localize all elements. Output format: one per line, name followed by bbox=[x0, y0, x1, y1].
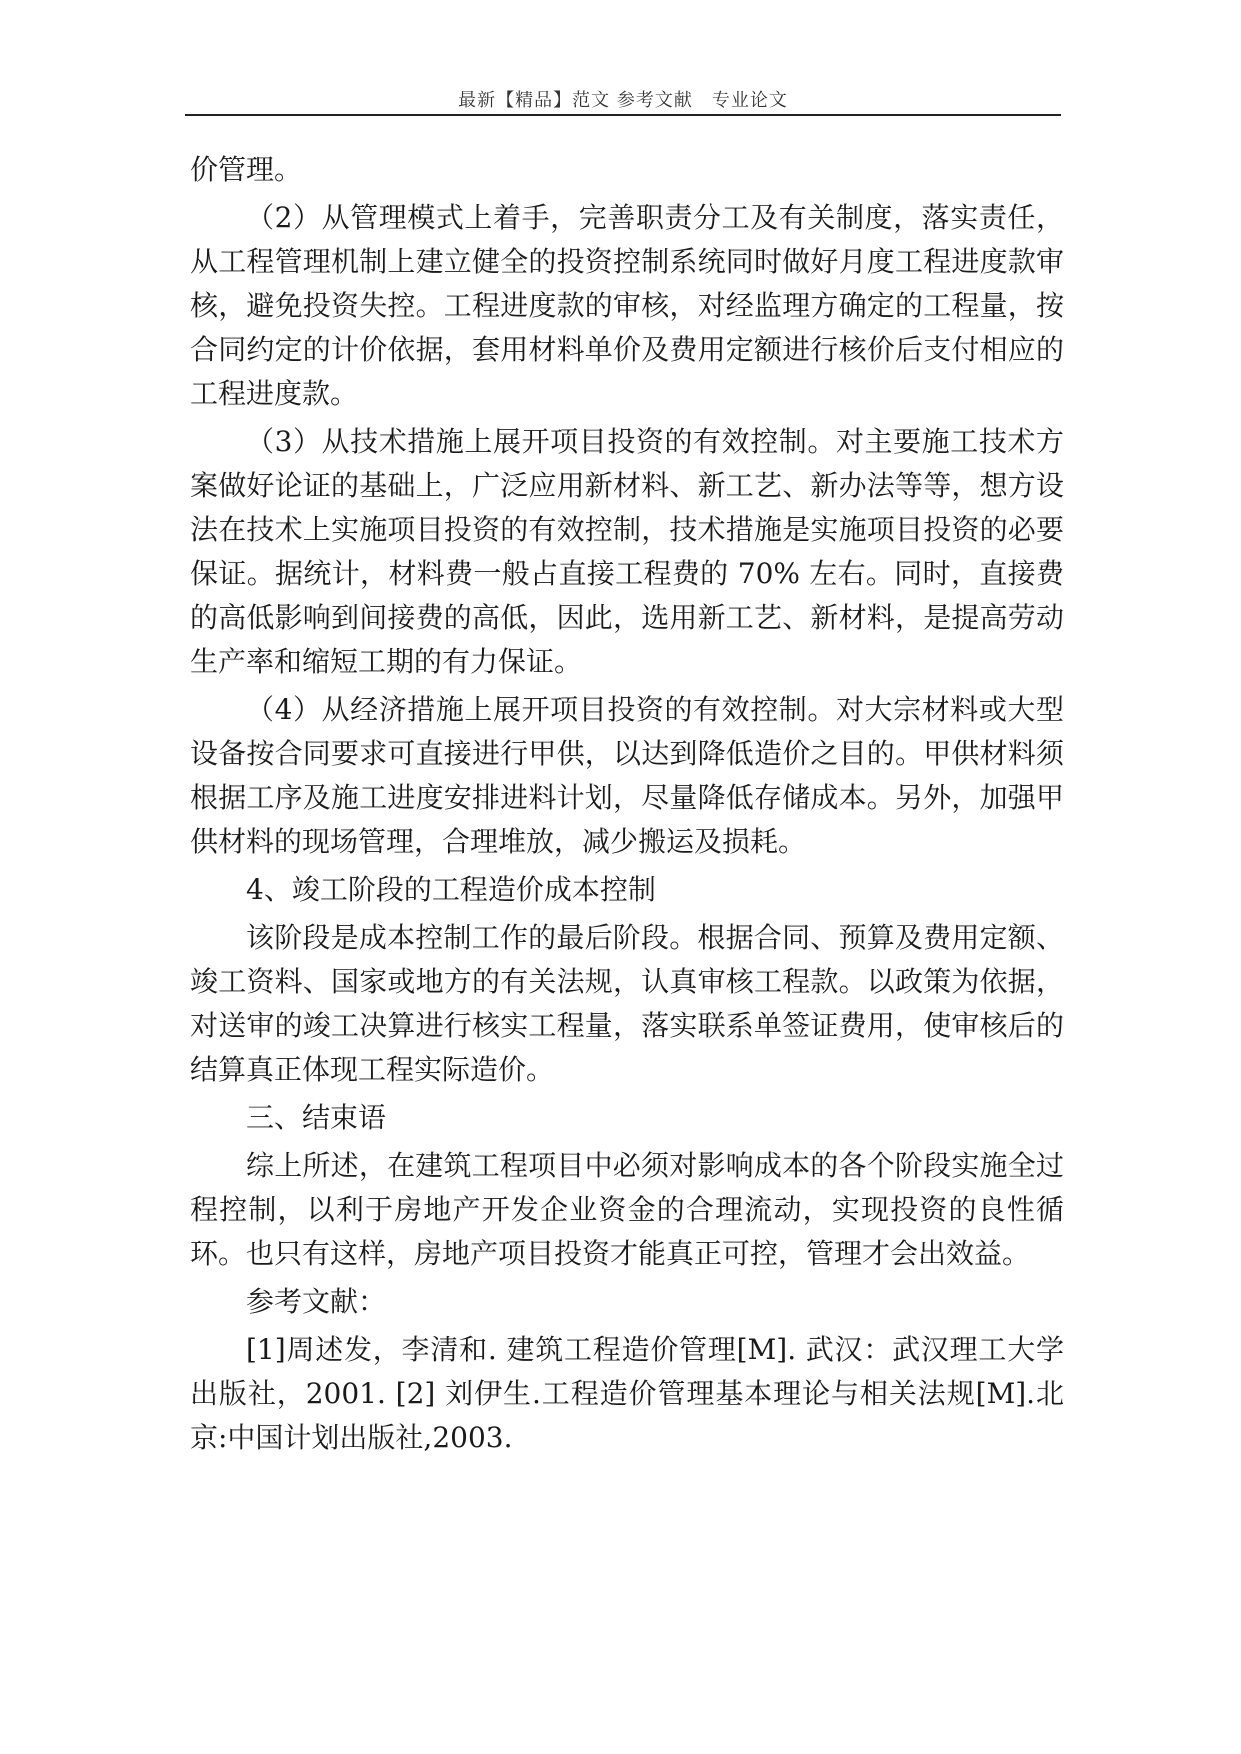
paragraph-conclusion: 综上所述，在建筑工程项目中必须对影响成本的各个阶段实施全过程控制，以利于房地产开发企业资金的合理流动，实现投资的良性循环。也只有这样，房地产项目投资才能真正可控，管理才会出效益。 bbox=[190, 1149, 1064, 1270]
section-heading-conclusion: 三、结束语 bbox=[246, 1101, 387, 1134]
document-body bbox=[190, 148, 1064, 1464]
paragraph-completion-stage: 该阶段是成本控制工作的最后阶段。根据合同、预算及费用定额、竣工资料、国家或地方的有关法规，认真审核工程款。以政策为依据，对送审的竣工决算进行核实工程量，落实联系单签证费用，使审核后的结算真正体现工程实际造价。 bbox=[190, 921, 1064, 1086]
header-divider bbox=[185, 114, 1061, 116]
paragraph-economic-measures: （4）从经济措施上展开项目投资的有效控制。对大宗材料或大型设备按合同要求可直接进行甲供，以达到降低造价之目的。甲供材料须根据工序及施工进度安排进料计划，尽量降低存储成本。另外，加强甲供材料的现场管理，合理堆放，减少搬运及损耗。 bbox=[190, 693, 1064, 858]
page-header: 最新【精品】范文 参考文献 专业论文 bbox=[458, 90, 788, 111]
references-heading: 参考文献： bbox=[246, 1285, 387, 1318]
paragraph-technical-measures: （3）从技术措施上展开项目投资的有效控制。对主要施工技术方案做好论证的基础上，广泛应用新材料、新工艺、新办法等等，想方设法在技术上实施项目投资的有效控制，技术措施是实施项目投资的必要保证。据统计，材料费一般占直接工程费的 70% 左右。同时，直接费的高低影响到间接费的高低，因此，选用新工艺、新材料，是提高劳动生产率和缩短工期的有力保证。 bbox=[190, 425, 1064, 678]
paragraph-continuation: 价管理。 bbox=[190, 153, 303, 186]
section-heading-completion-stage: 4、竣工阶段的工程造价成本控制 bbox=[246, 873, 656, 906]
references-list: [1]周述发，李清和. 建筑工程造价管理[M]. 武汉：武汉理工大学出版社，2001. [2] 刘伊生.工程造价管理基本理论与相关法规[M].北京:中国计划出版社,2003. bbox=[190, 1333, 1064, 1454]
paragraph-management-mode: （2）从管理模式上着手，完善职责分工及有关制度，落实责任，从工程管理机制上建立健全的投资控制系统同时做好月度工程进度款审核，避免投资失控。工程进度款的审核，对经监理方确定的工程量，按合同约定的计价依据，套用材料单价及费用定额进行核价后支付相应的工程进度款。 bbox=[190, 201, 1064, 410]
